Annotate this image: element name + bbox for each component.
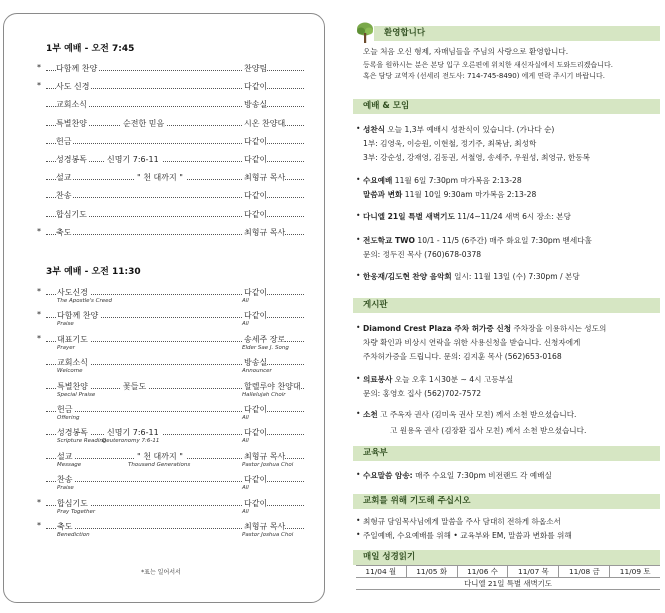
program-label: 다함께 찬양 (57, 311, 99, 321)
standing-marker: * (37, 63, 41, 72)
reading-date-cell: 11/09 토 (610, 566, 660, 578)
program-leader: 다같이 (244, 475, 268, 485)
standing-marker: * (37, 81, 41, 91)
program-leader: 방송실 (244, 358, 268, 368)
program-leader-english: Pastor Joshua Choi (242, 532, 294, 538)
program-leader: 다같이 (244, 136, 268, 146)
program-label-english: Benediction (57, 532, 90, 538)
program-label: 찬송 (57, 475, 73, 485)
program-label-english: Welcome (57, 368, 83, 375)
daniel-item: 다니엘 21일 특별 새벽기도 11/4~11/24 새벽 6시 장소: 본당 (363, 212, 571, 221)
bullet-dot: • (356, 374, 361, 383)
worship-header: 예배 & 모임 (353, 99, 660, 114)
program-leader: 시온 찬양대 (244, 118, 286, 128)
program-label: 사도 신경 (56, 82, 90, 92)
reading-date-cell: 11/07 목 (508, 566, 559, 578)
bullet-dot: • (356, 235, 361, 244)
standing-footnote: *표는 일어서서 (141, 569, 181, 576)
program-leader: 할렐루야 찬양대 (244, 381, 301, 391)
program-row-english (46, 509, 304, 518)
bullet-dot: • (356, 271, 361, 280)
program-leader: 다같이 (244, 428, 268, 438)
parking-item: Diamond Crest Plaza 주차 허가증 신청 주차장을 이용하시는 성도의 (363, 324, 607, 333)
reading-table (356, 565, 660, 590)
program-leader-english: All (242, 415, 249, 421)
program-label: 사도신경 (57, 288, 88, 297)
program-leader: 다같이 (244, 405, 268, 414)
program-detail-english: Thousand Generations (128, 461, 191, 468)
program-detail: 신명기 7:6-11 (104, 427, 162, 438)
program-row-english (46, 438, 304, 447)
program-label: 설교 (56, 173, 72, 183)
program-label: 축도 (56, 227, 72, 237)
standing-marker: * (37, 497, 41, 507)
program-detail: 꽃들도 (120, 381, 149, 392)
program-row (37, 81, 304, 93)
program-leader: 다같이 (244, 191, 268, 201)
program-row-english (46, 321, 304, 330)
program-leader: 다같이 (244, 209, 268, 219)
reading-dates-row (356, 566, 660, 578)
program-leader: 최형규 목사 (244, 522, 286, 531)
program-label: 헌금 (56, 136, 72, 146)
standing-marker: * (37, 287, 41, 296)
program-detail: " 천 대까지 " (134, 172, 186, 183)
program-leader-english: All (242, 438, 249, 445)
program-label: 성경봉독 (56, 155, 87, 164)
program-label: 축도 (57, 522, 73, 531)
bullet-dot: • (356, 323, 361, 332)
prayer-header: 교회를 위해 기도해 주십시오 (353, 494, 660, 509)
bullet-dot: • (356, 516, 361, 525)
program-leader: 다같이 (244, 288, 268, 297)
program-leader-english: Announcer (242, 368, 272, 375)
program-leader-english: All (242, 508, 249, 515)
reading-date-cell: 11/05 화 (406, 566, 457, 578)
bullet-dot: • (356, 470, 361, 479)
program-row (46, 99, 304, 111)
tree-icon (356, 22, 374, 44)
evangel-line2: 문의: 정두진 목사 (760)678-0378 (363, 250, 482, 259)
program-label: 합심기도 (56, 209, 87, 219)
program-row-english (46, 392, 304, 401)
wednesday-item: 수요예배 11월 6일 7:30pm 마가복음 2:13-28 (363, 176, 522, 185)
program-label-english: Praise (57, 321, 74, 328)
word-item: 말씀과 변화 11월 10일 9:30am 마가복음 2:13-28 (363, 190, 537, 199)
standing-marker: * (37, 226, 41, 236)
education-item: 수요말씀 암송: 매주 수요일 7:30pm 비전랜드 각 예배실 (363, 471, 552, 480)
program-label: 교회소식 (56, 100, 87, 110)
welcome-line2: 등록을 원하시는 분은 본당 입구 오른편에 위치한 새신자실에서 도와드리겠습니다. (363, 61, 613, 69)
program-label-english: Offering (57, 415, 80, 421)
program-leader: 방송실 (244, 100, 268, 110)
bullet-dot: • (356, 175, 361, 184)
program-leader: 다같이 (244, 155, 268, 164)
standing-marker: * (37, 333, 41, 343)
program-leader: 다같이 (244, 498, 268, 508)
program-row-english (46, 415, 304, 424)
program-label: 교회소식 (57, 358, 88, 368)
program-row-english (46, 298, 304, 307)
program-leader: 다같이 (244, 82, 268, 92)
program-label: 특별찬양 (57, 381, 88, 391)
education-header: 교육부 (353, 446, 660, 461)
calling-line2: 고 원용옥 권사 (김장환 집사 모친) 께서 소천 받으셨습니다. (390, 426, 587, 435)
program-label-english: The Apostle's Creed (57, 298, 113, 304)
program-label-english: Message (57, 461, 82, 468)
program-row (46, 154, 304, 166)
service3-title: 3부 예배 - 오전 11:30 (46, 267, 141, 277)
reading-date-cell: 11/06 수 (457, 566, 508, 578)
program-label: 헌금 (57, 405, 73, 414)
program-row-english (46, 462, 304, 471)
concert-item: 한웅재/김도현 찬양 음악회 일시: 11월 13일 (수) 7:30pm / 본당 (363, 272, 580, 281)
welcome-header: 환영합니다 (374, 26, 660, 41)
evangel-item: 전도학교 TWO 10/1 - 11/5 (6주간) 매주 화요일 7:30pm 벧세다홀 (363, 236, 592, 245)
program-row (37, 226, 304, 239)
medical-line2: 문의: 홍영호 집사 (562)702-7572 (363, 389, 482, 398)
program-row-english (46, 368, 304, 377)
program-row (46, 209, 304, 221)
communion-line2: 1부: 김영욱, 이승원, 이현철, 정기주, 최복남, 최성학 (363, 139, 537, 148)
program-row (46, 118, 304, 130)
program-label: 특별찬양 (56, 118, 87, 128)
program-leader: 찬양팀 (244, 64, 268, 73)
prayer-line2: 주일예배, 수요예배를 위해 • 교육부와 EM, 말씀과 변화를 위해 (363, 531, 572, 540)
bullet-dot: • (356, 530, 361, 539)
program-label: 성경봉독 (57, 428, 88, 438)
program-label-english: Praise (57, 485, 74, 492)
program-row (37, 63, 304, 75)
communion-item: 성찬식 오늘 1,3부 예배시 성찬식이 있습니다. (가나다 순) (363, 125, 555, 134)
prayer-line1: 최형규 담임목사님에게 말씀을 주사 담대히 전하게 하옵소서 (363, 517, 561, 526)
welcome-line1: 오늘 처음 오신 형제, 자매님들을 주님의 사랑으로 환영합니다. (363, 47, 569, 56)
communion-line3: 3부: 강순성, 강재영, 김동권, 서철영, 송세주, 우원성, 최영규, 한동복 (363, 153, 590, 162)
program-detail: 신명기 7:6-11 (104, 154, 162, 165)
reading-date-cell: 11/08 금 (559, 566, 610, 578)
reading-date-cell: 11/04 월 (356, 566, 406, 578)
program-leader: 송세주 장로 (244, 334, 286, 344)
program-leader: 최형규 목사 (244, 227, 286, 237)
program-leader-english: All (242, 485, 249, 492)
reading-header: 매일 성경읽기 (353, 550, 660, 565)
service1-title: 1부 예배 - 오전 7:45 (46, 44, 135, 54)
program-leader: 최형규 목사 (244, 173, 286, 183)
welcome-line3: 혹은 담당 교역자 (선세리 전도사: 714-745-8490) 에게 연락 주시기 바랍니다. (363, 72, 605, 80)
program-leader-english: Elder Sae J. Song (242, 344, 289, 351)
program-leader: 최형규 목사 (244, 451, 286, 461)
program-row-english (46, 485, 304, 494)
notice-header: 게시판 (353, 298, 660, 313)
program-leader-english: Pastor Joshua Choi (242, 461, 294, 468)
calling-item: 소천 고 주옥자 권사 (김미옥 권사 모친) 께서 소천 받으셨습니다. (363, 410, 577, 419)
program-row-english (46, 345, 304, 354)
bullet-dot: • (356, 211, 361, 220)
program-label-english: Prayer (57, 344, 75, 351)
program-leader-english: All (242, 321, 249, 328)
program-detail-english: Deuteronomy 7:6-11 (102, 438, 160, 445)
program-label: 설교 (57, 451, 73, 461)
program-label: 찬송 (56, 191, 72, 201)
program-row-english (46, 532, 304, 541)
program-label-english: Scripture Reading (57, 438, 107, 445)
program-leader: 다같이 (244, 311, 268, 321)
program-row (46, 190, 304, 202)
program-label: 합심기도 (57, 498, 88, 508)
standing-marker: * (37, 310, 41, 320)
program-detail: 순전한 믿음 (120, 118, 167, 129)
program-label-english: Special Praise (57, 391, 96, 398)
bullet-dot: • (356, 124, 361, 133)
program-row (46, 136, 304, 148)
program-leader-english: Hallelujah Choir (242, 391, 286, 398)
program-leader-english: All (242, 298, 249, 304)
program-label: 대표기도 (57, 334, 88, 344)
parking-line3: 주차허가증을 드립니다. 문의: 김지훈 목사 (562)653-0168 (363, 352, 562, 361)
program-row (46, 172, 304, 184)
program-label: 다함께 찬양 (56, 64, 98, 73)
reading-note: 다니엘 21일 특별 새벽기도 (356, 578, 660, 590)
bullet-dot: • (356, 409, 361, 418)
medical-item: 의료봉사 오늘 오후 1시30분 ~ 4시 고등부실 (363, 375, 514, 384)
program-detail: " 천 대까지 " (134, 451, 186, 462)
program-label-english: Pray Together (57, 508, 96, 515)
standing-marker: * (37, 521, 41, 530)
parking-line2: 차량 확인과 비상시 연락을 위한 사용신청을 받습니다. 신청자에게 (363, 338, 581, 347)
